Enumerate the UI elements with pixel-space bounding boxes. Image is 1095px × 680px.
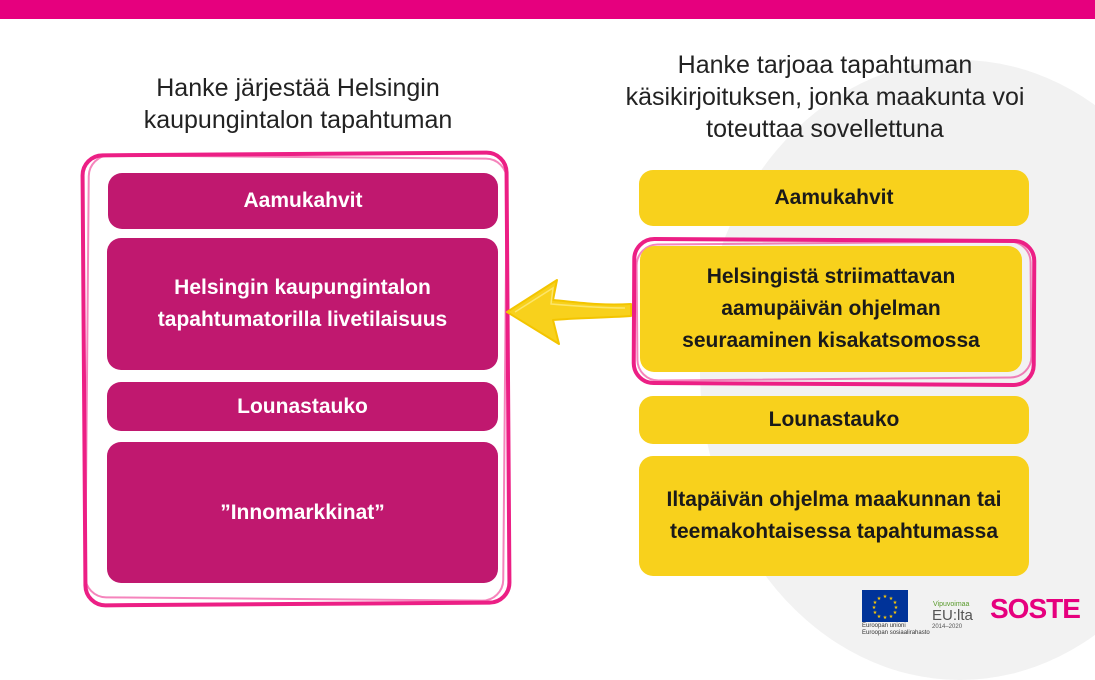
svg-text:★: ★ xyxy=(882,615,888,619)
top-accent-bar xyxy=(0,0,1095,19)
svg-text:★: ★ xyxy=(892,600,898,606)
svg-text:★: ★ xyxy=(872,600,878,606)
eu-text-union: Euroopan unioni xyxy=(862,623,906,629)
footer-logos xyxy=(862,590,1092,636)
left-item-morning-coffee: Aamukahvit xyxy=(108,173,498,229)
eu-text-fund: Euroopan sosiaalirahasto xyxy=(862,630,930,636)
vipuvoimaa-logo-text: EU:lta xyxy=(932,607,973,624)
svg-text:★: ★ xyxy=(888,614,894,619)
svg-text:★: ★ xyxy=(871,605,877,611)
right-item-afternoon-program: Iltapäivän ohjelma maakunnan tai teemakohtaisessa tapahtumassa xyxy=(639,456,1029,576)
arrow-left-icon xyxy=(505,274,635,354)
svg-text:★: ★ xyxy=(892,610,898,616)
soste-logo: SOSTE xyxy=(990,593,1080,624)
left-item-innomarkkinat: ”Innomarkkinat” xyxy=(107,442,498,583)
right-column-title: Hanke tarjoaa tapahtuman käsikirjoituksen, jonka maakunta voi toteuttaa sovellettuna xyxy=(625,51,1025,143)
right-item-morning-coffee: Aamukahvit xyxy=(639,170,1029,226)
vipuvoimaa-years: 2014–2020 xyxy=(932,624,963,630)
svg-text:★: ★ xyxy=(882,594,888,600)
left-item-lunch-break: Lounastauko xyxy=(107,382,498,431)
svg-text:★: ★ xyxy=(876,614,882,619)
right-item-lunch-break: Lounastauko xyxy=(639,396,1029,444)
left-item-live-event: Helsingin kaupungintalon tapahtumatorilla livetilaisuus xyxy=(107,238,498,370)
right-item-stream-viewing: Helsingistä striimattavan aamupäivän ohjelman seuraaminen kisakatsomossa xyxy=(640,246,1022,372)
svg-text:★: ★ xyxy=(893,605,899,611)
svg-text:★: ★ xyxy=(872,610,878,616)
svg-text:★: ★ xyxy=(888,596,894,602)
vipuvoimaa-label: Vipuvoimaa xyxy=(933,601,970,608)
eu-flag-icon xyxy=(862,590,908,622)
left-column-title: Hanke järjestää Helsingin kaupungintalon tapahtuman xyxy=(143,74,453,134)
svg-text:★: ★ xyxy=(876,596,882,602)
